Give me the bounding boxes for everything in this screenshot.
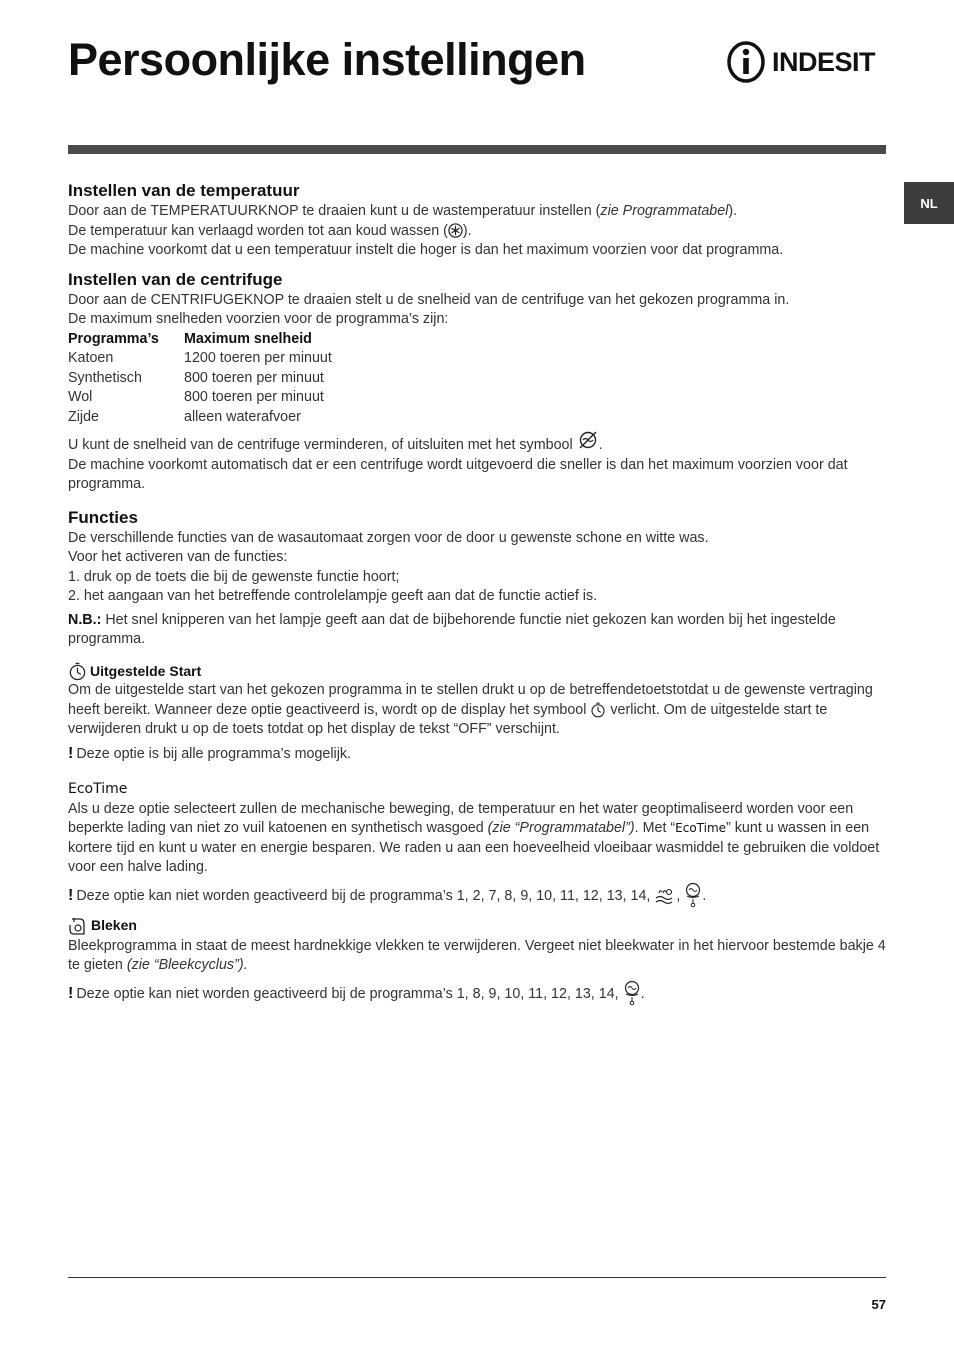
functions-line-2: Voor het activeren van de functies: bbox=[68, 549, 288, 565]
functions-step-2: 2. het aangaan van het betreffende controlelampje geeft aan dat de functie actief is. bbox=[68, 588, 598, 604]
delayed-start-text: Om de uitgestelde start van het gekozen programma in te stellen drukt u op de betreffendetoetstotdat u de gewenste vertraging heeft bereikt. Wanneer deze optie geactiveerd is, wordt op de display het symbool verlicht. Om de uitgestelde start te verwijderen drukt u op de toets totdat op het display de tekst “OFF” verschijnt. bbox=[68, 682, 873, 737]
spin-line-1: Door aan de CENTRIFUGEKNOP te draaien stelt u de snelheid van de centrifuge van het gekozen programma in. bbox=[68, 291, 790, 308]
bleach-section bbox=[68, 916, 888, 1006]
warning-icon: ! bbox=[68, 984, 74, 1002]
table-row bbox=[68, 369, 332, 389]
functions-line-1: De verschillende functies van de wasautomaat zorgen voor de door u gewenste schone en witte was. bbox=[68, 529, 709, 546]
functions-step-1: 1. druk op de toets die bij de gewenste functie hoort; bbox=[68, 568, 400, 585]
footer-divider bbox=[68, 1277, 886, 1278]
ecotime-text: Als u deze optie selecteert zullen de mechanische beweging, de temperatuur en het water geoptimaliseerd worden voor een beperkte lading van niet zo vuil katoenen en synthetisch wasgoed (zie “Programmatabel”). Met “EcoTime” kunt u wassen in een kortere tijd en kunt u water en energie besparen. We raden u aan een hoeveelheid vloeibaar wasmiddel te gebruiken die voldoet voor een halve lading. bbox=[68, 800, 880, 875]
cold-wash-icon bbox=[448, 223, 463, 238]
spin-line-2: De maximum snelheden voorzien voor de programma’s zijn: bbox=[68, 311, 449, 327]
temperature-line-3: De machine voorkomt dat u een temperatuur instelt die hoger is dan het maximum voorzien voor dat programma. bbox=[68, 242, 784, 258]
ecotime-section bbox=[68, 780, 888, 908]
drain-spin-icon bbox=[684, 882, 702, 908]
page-title: Persoonlijke instellingen bbox=[68, 34, 586, 85]
functions-section bbox=[68, 507, 888, 650]
table-row bbox=[68, 408, 332, 428]
bleach-text: Bleekprogramma in staat de meest hardnekkige vlekken te verwijderen. Vergeet niet bleekwater in het hiervoor bestemde bakje 4 te gieten (zie “Bleekcyclus”). bbox=[68, 937, 886, 973]
spin-speed-table bbox=[68, 330, 332, 428]
spin-line-4: De machine voorkomt automatisch dat er een centrifuge wordt uitgevoerd die sneller is dan het maximum voorzien voor dat programma. bbox=[68, 456, 848, 492]
main-content bbox=[68, 180, 888, 1006]
temperature-heading: Instellen van de temperatuur bbox=[68, 181, 300, 200]
table-row bbox=[68, 388, 332, 408]
ecotime-heading: EcoTime bbox=[68, 781, 128, 797]
table-cell: Katoen bbox=[68, 350, 114, 366]
delayed-start-icon bbox=[68, 662, 87, 681]
ecotime-note: ! Deze optie kan niet worden geactiveerd bij de programma’s 1, 2, 7, 8, 9, 10, 11, 12, 13, 14, , . bbox=[68, 882, 888, 908]
bleach-icon bbox=[68, 916, 88, 937]
table-cell: Synthetisch bbox=[68, 369, 142, 386]
delayed-start-note: ! Deze optie is bij alle programma’s mogelijk. bbox=[68, 744, 351, 762]
bleach-note: ! Deze optie kan niet worden geactiveerd bij de programma’s 1, 8, 9, 10, 11, 12, 13, 14, . bbox=[68, 980, 888, 1006]
page-number: 57 bbox=[871, 1297, 886, 1312]
brand-name: INDESIT bbox=[772, 46, 876, 77]
header-divider bbox=[68, 145, 886, 154]
warning-icon: ! bbox=[68, 744, 74, 762]
spin-heading: Instellen van de centrifuge bbox=[68, 269, 283, 289]
temperature-line-2: De temperatuur kan verlaagd worden tot aan koud wassen ( ). bbox=[68, 222, 472, 239]
temperature-section bbox=[68, 180, 888, 261]
table-cell: 1200 toeren per minuut bbox=[184, 350, 332, 366]
table-cell: 800 toeren per minuut bbox=[184, 369, 324, 386]
table-header-program: Programma’s bbox=[68, 330, 159, 347]
table-header-speed: Maximum snelheid bbox=[184, 330, 312, 347]
drain-spin-icon bbox=[623, 980, 641, 1006]
functions-heading: Functies bbox=[68, 507, 138, 527]
table-cell: alleen waterafvoer bbox=[184, 408, 301, 425]
table-row bbox=[68, 349, 332, 369]
bleach-heading: Bleken bbox=[68, 916, 888, 937]
no-spin-icon bbox=[577, 430, 599, 450]
delayed-start-heading: Uitgestelde Start bbox=[68, 662, 888, 682]
table-cell: Wol bbox=[68, 389, 93, 405]
warning-icon: ! bbox=[68, 886, 74, 904]
temperature-line-1: Door aan de TEMPERATUURKNOP te draaien kunt u de wastemperatuur instellen (zie Programmatabel). bbox=[68, 203, 738, 219]
hand-wash-icon bbox=[654, 887, 676, 905]
delayed-start-section bbox=[68, 662, 888, 765]
functions-note: N.B.: Het snel knipperen van het lampje geeft aan dat de bijbehorende functie niet gekozen kan worden bij het ingestelde programma. bbox=[68, 611, 836, 647]
table-header-row bbox=[68, 330, 332, 350]
nb-label: N.B.: bbox=[68, 611, 102, 628]
indesit-i-logo-icon bbox=[726, 40, 768, 84]
language-tab: NL bbox=[904, 182, 954, 224]
table-cell: 800 toeren per minuut bbox=[184, 389, 324, 405]
spin-line-3: U kunt de snelheid van de centrifuge verminderen, of uitsluiten met het symbool . bbox=[68, 430, 888, 456]
delayed-start-icon bbox=[590, 702, 606, 718]
indesit-logo bbox=[726, 40, 875, 84]
spin-section bbox=[68, 269, 888, 495]
table-cell: Zijde bbox=[68, 408, 99, 425]
